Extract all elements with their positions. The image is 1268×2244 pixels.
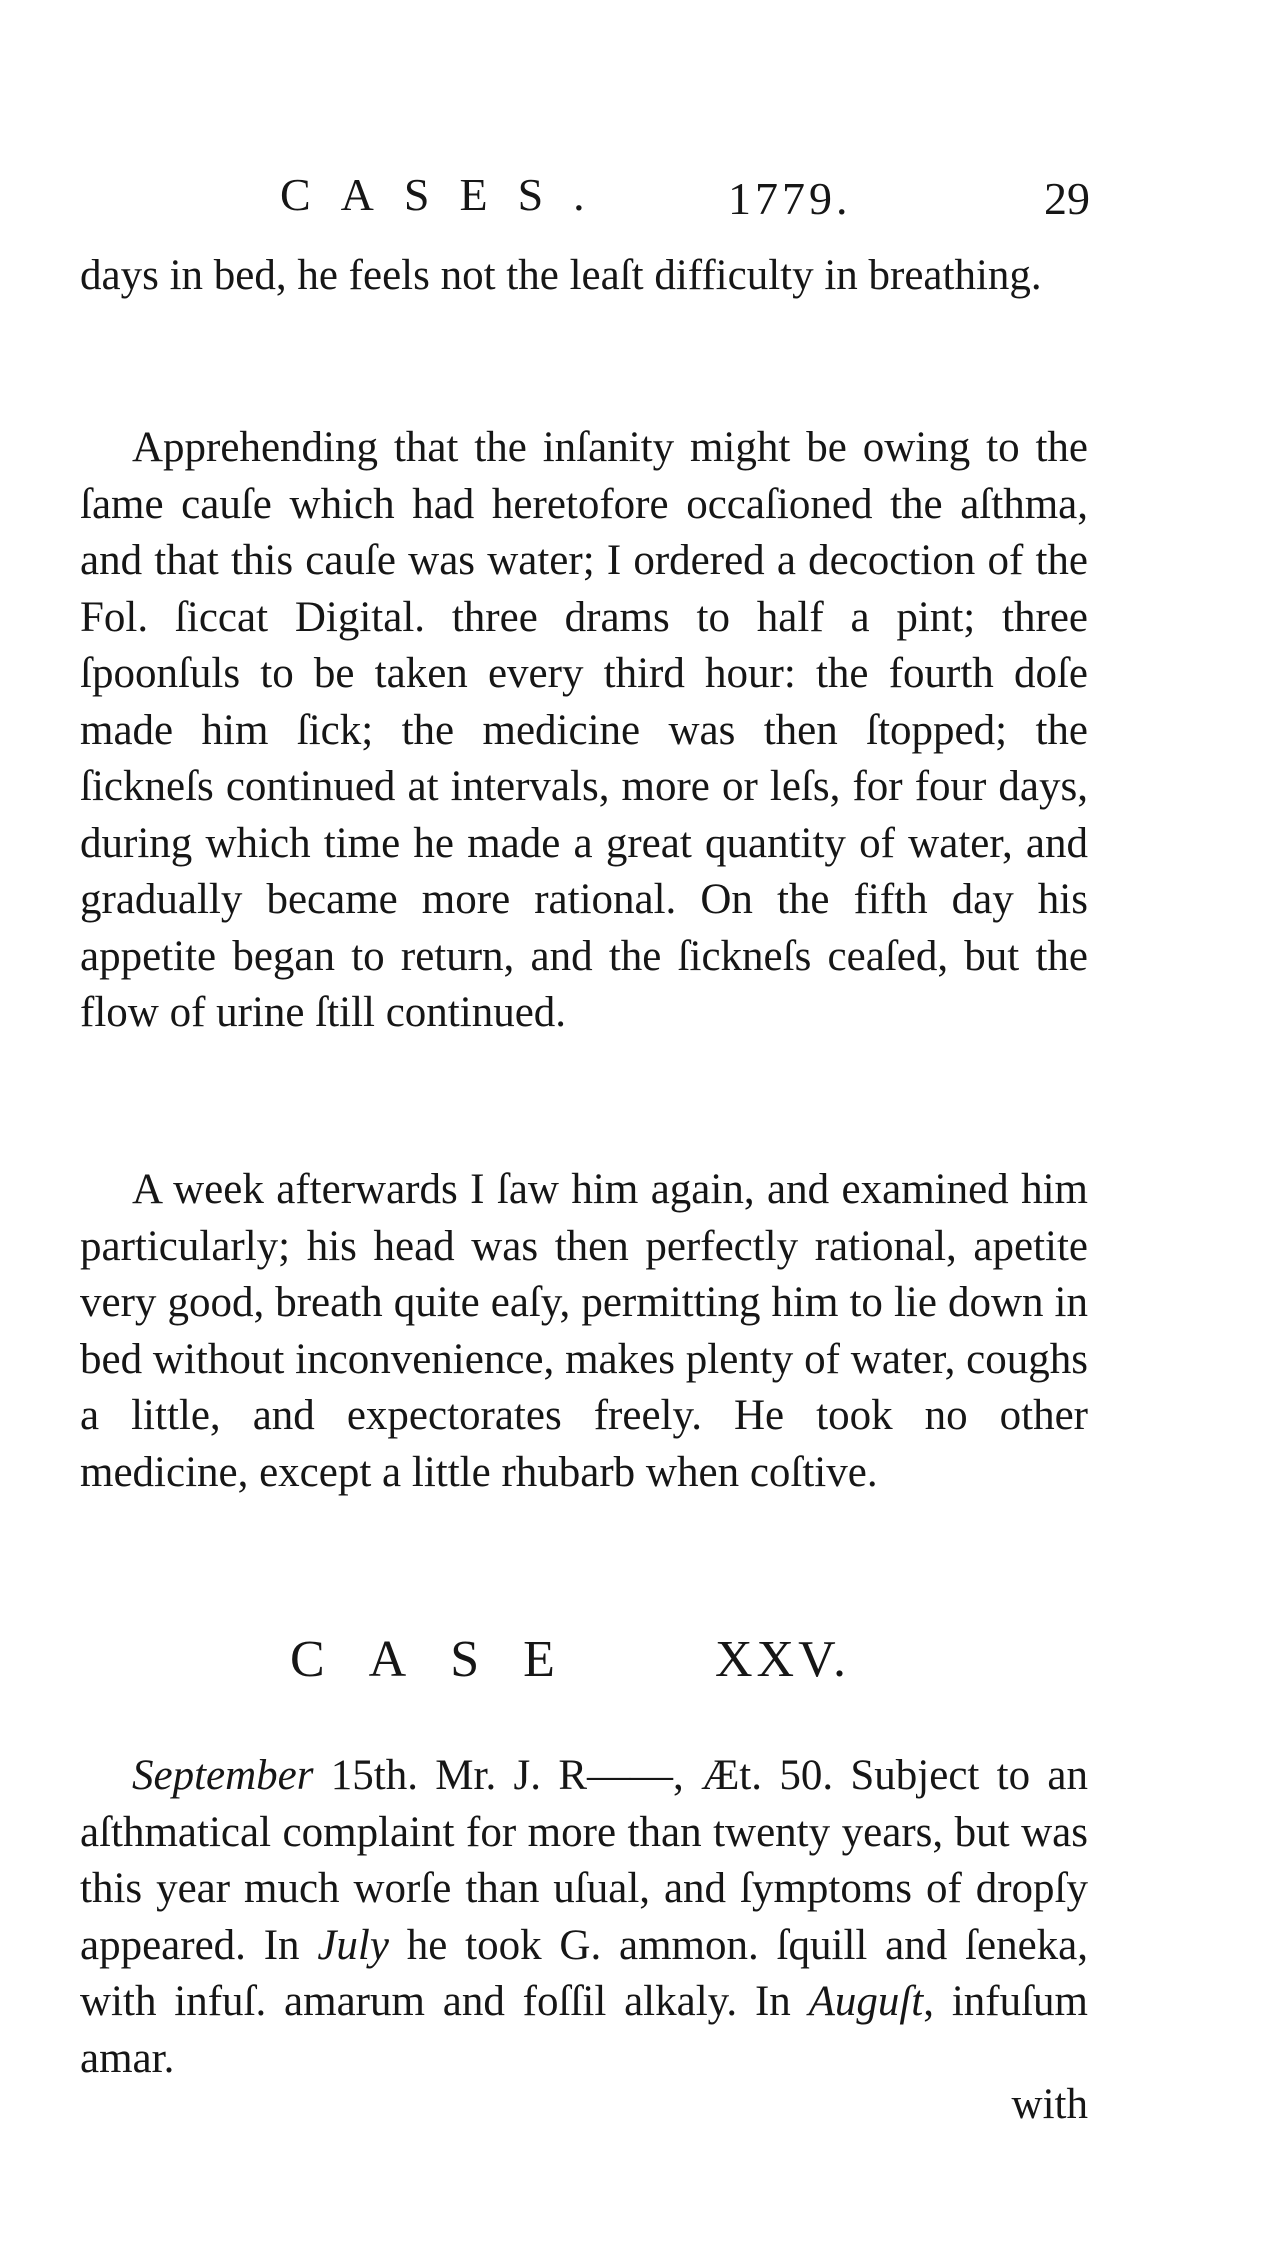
catchword: with bbox=[1011, 2081, 1088, 2128]
paragraph-3: A week afterwards I ſaw him again, and examined him particularly; his head was then perfectly rational, apetite very good, breath quite eaſy, permitting him to lie down in bed without inconvenience, makes plenty of water, coughs a little, and expectorates freely. He took no other medicine, except a little rhubarb when coſtive. bbox=[80, 1166, 1088, 1496]
running-head-year: 1779. bbox=[728, 173, 852, 224]
case-month: September bbox=[132, 1752, 314, 1799]
paragraph-continued bbox=[80, 248, 1088, 305]
case-month-august: Auguſt bbox=[808, 1978, 924, 2025]
case-paragraph bbox=[80, 1748, 1088, 2087]
running-head bbox=[0, 168, 1268, 228]
case-heading-number: XXV. bbox=[715, 1631, 850, 1688]
paragraph-block-3 bbox=[80, 1162, 1088, 1501]
case-text-c: , infuſum amar. bbox=[80, 1978, 1088, 2082]
case-paragraph-block bbox=[80, 1748, 1088, 2087]
case-heading-word: CASE bbox=[290, 1631, 599, 1688]
page-number: 29 bbox=[1044, 173, 1090, 224]
paragraph-1: days in bed, he feels not the leaſt difficulty in breathing. bbox=[80, 252, 1042, 299]
running-head-title: CASES. bbox=[280, 169, 615, 220]
case-text-b: he took G. ammon. ſquill and ſeneka, with infuſ. amarum and foſſil alkaly. In bbox=[80, 1921, 1088, 2025]
paragraph-block-2 bbox=[80, 420, 1088, 1042]
case-month-july: July bbox=[317, 1921, 389, 1969]
case-text-a: 15th. Mr. J. R——, Æt. 50. Subject to an aſthmatical complaint for more than twenty years, but was this year much worſe than uſual, and ſymptoms of dropſy appeared. In bbox=[80, 1752, 1088, 1969]
paragraph-2: Apprehending that the inſanity might be owing to the ſame cauſe which had heretofore occaſioned the aſthma, and that this cauſe was water; I ordered a decoction of the Fol. ſiccat Digital. three drams to half a pint; three ſpoonſuls to be taken every third hour: the fourth doſe made him ſick; the medicine was then ſtopped; the ſickneſs continued at intervals, more or leſs, for four days, during which time he made a great quantity of water, and gradually became more rational. On the fifth day his appetite began to return, and the ſickneſs ceaſed, but the flow of urine ſtill continued. bbox=[80, 424, 1088, 1036]
